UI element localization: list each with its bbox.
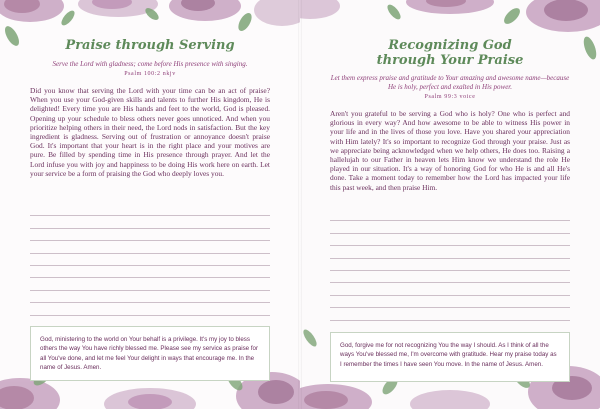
- book-gutter: [298, 0, 302, 409]
- right-page: [300, 0, 600, 409]
- right-title-line-1: Recognizing God: [388, 38, 512, 53]
- right-journal-lines: [330, 209, 570, 321]
- right-prayer-box: [330, 332, 570, 382]
- right-devotional-text: Aren't you grateful to be serving a God who is holy? One who is perfect and glorious in every way? And how awesome to be able to witness His power in your life and in the lives of those you love. Have you shared your appreciation with Him lately? It's so important to recognize God through your praise. Just as we appreciate being acknowledged when we help others, He does too. Raising a hallelujah to our Father in heaven lets Him know we understand the role He played in our situation. It's a way of honoring God for who He is and all He's done. Take a moment today to remember how the Lord has impacted your life this past week, and then praise Him.: [330, 109, 570, 192]
- right-verse-reference: Psalm 99:3 voice: [424, 94, 476, 100]
- left-page-title: Praise through Serving: [65, 38, 235, 53]
- left-prayer-box: [30, 326, 270, 381]
- right-verse: Let them express praise and gratitude to Your amazing and awesome name—because He is holy, perfect and exalted in His power.: [330, 74, 570, 91]
- left-devotional-text: Did you know that serving the Lord with your time can be an act of praise? When you use your God-given skills and talents to further His kingdom, He is delighted! Every time you are His hands and feet to the world, God is pleased. Opening up your schedule to bless others never goes unnoticed. And when you prioritize helping others in their need, the Lord nods in satisfaction. But the key ingredient is gladness. Serving out of frustration or annoyance doesn't praise God. It's important that your heart is in the right place and your motives are pure. Be filled by spending time in His presence through prayer. And let the Lord infuse you with joy and happiness to be doing His work here on earth. Let your service be a form of praising the God who deeply loves you.: [30, 86, 270, 178]
- right-title-line-2: through Your Praise: [376, 53, 524, 68]
- left-verse: Serve the Lord with gladness; come before His presence with singing.: [52, 60, 248, 68]
- left-journal-lines: [30, 204, 270, 316]
- left-prayer-text: God, ministering to the world on Your behalf is a privilege. It's my joy to bless others the way You have richly blessed me. Please see my service as praise for all You've done, and let me feel Your delight in ways that encourage me. In the name of Jesus. Amen.: [40, 336, 259, 372]
- left-verse-reference: Psalm 100:2 nkjv: [124, 71, 176, 77]
- right-page-title: [300, 38, 600, 68]
- right-prayer-text: God, forgive me for not recognizing You the way I should. As I think of all the ways You've blessed me, I'm overcome with gratitude. Hear my praise today as I remember the times I have seen You move. In the name of Jesus. Amen.: [340, 342, 557, 368]
